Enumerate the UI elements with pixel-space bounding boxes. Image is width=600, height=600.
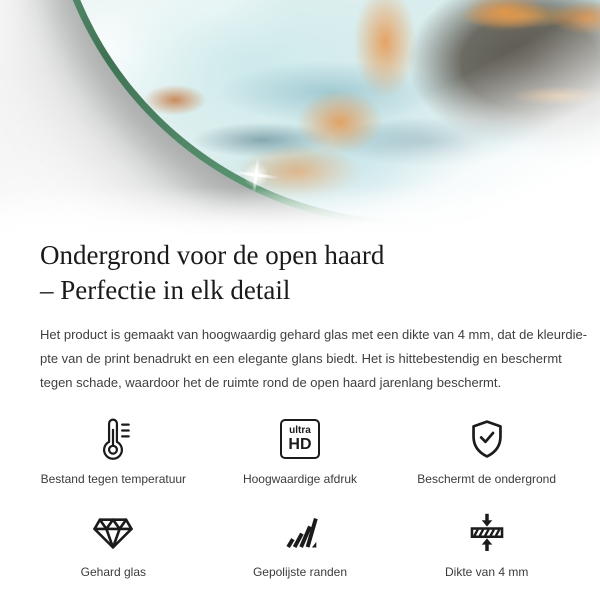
ultra-hd-icon-text-top: ultra: [289, 424, 311, 436]
feature-label: Dikte van 4 mm: [444, 565, 529, 580]
page-title-line2: – Perfectie in elk detail: [40, 275, 291, 306]
feature-tempered-glass: [20, 508, 207, 579]
feature-label: Beschermt de ondergrond: [417, 472, 557, 487]
feature-label: Gehard glas: [80, 565, 147, 580]
feature-print-quality: [207, 415, 394, 486]
description-line3: tegen schade, waardoor het de ruimte rond de open haard jarenlang beschermt.: [40, 375, 502, 391]
description-block: [0, 234, 600, 395]
feature-thickness: [393, 508, 580, 579]
feature-polished-edges: [207, 508, 394, 579]
product-description: [40, 323, 588, 395]
marble-print-artwork: [52, 0, 600, 220]
shield-check-icon: [468, 415, 506, 463]
page-title-line1: Ondergrond voor de open haard: [40, 240, 385, 270]
polished-edges-icon: [281, 508, 319, 556]
feature-temperature: [20, 415, 207, 486]
thermometer-icon: [96, 415, 130, 463]
glass-disc-face: [52, 0, 600, 220]
glass-disc-edge: [45, 0, 600, 227]
feature-label: Bestand tegen temperatuur: [40, 472, 187, 487]
ultra-hd-icon: [280, 415, 320, 463]
page-title: [40, 238, 560, 308]
feature-label: Hoogwaardige afdruk: [242, 472, 358, 487]
description-line2: pte van de print benadrukt en een elegante glans biedt. Het is hittebestendig en beschermt: [40, 351, 562, 367]
feature-protection: [393, 415, 580, 486]
feature-label: Gepolijste randen: [252, 565, 348, 580]
description-line1: Het product is gemaakt van hoogwaardig gehard glas met een dikte van 4 mm, dat de kleurdie-: [40, 327, 588, 343]
thickness-icon: [468, 508, 506, 556]
diamond-icon: [93, 508, 133, 556]
feature-grid: [20, 415, 580, 579]
product-image: [0, 0, 600, 234]
ultra-hd-icon-text-bottom: HD: [288, 435, 312, 453]
